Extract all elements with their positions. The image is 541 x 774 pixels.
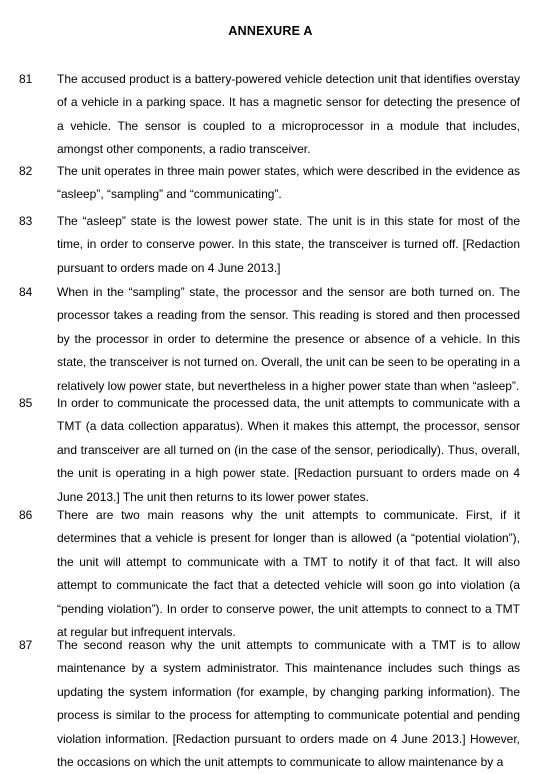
paragraph-number: 81	[19, 72, 33, 86]
annexure-heading: ANNEXURE A	[228, 24, 313, 38]
paragraph-text: The second reason why the unit attempts to communicate with a TMT is to allow maintenance by a system administrator. This maintenance includes such things as updating the system information (for example, by changing parking information). The process is similar to the process for attempting to communicate potential and pending violation information. [Redaction pursuant to orders made on 4 June 2013.] However, the occasions on which the unit attempts to communicate to allow maintenance by a	[57, 638, 520, 770]
paragraph-text: When in the “sampling” state, the processor and the sensor are both turned on. The processor takes a reading from the sensor. This reading is stored and then processed by the processor in order to determine the presence or absence of a vehicle. In this state, the transceiver is not turned on. Overall, the unit can be seen to be operating in a relatively low power state, but nevertheless in a higher power state than when “asleep”.	[57, 285, 520, 393]
paragraph-text: There are two main reasons why the unit attempts to communicate. First, if it determines that a vehicle is present for longer than is allowed (a “potential violation”), the unit will attempt to communicate with a TMT to notify it of that fact. It will also attempt to communicate the fact that a detected vehicle will soon go into violation (a “pending violation”). In order to conserve power, the unit attempts to connect to a TMT at regular but infrequent intervals.	[57, 508, 520, 640]
paragraph-text: In order to communicate the processed data, the unit attempts to communicate with a TMT (a data collection apparatus). When it makes this attempt, the processor, sensor and transceiver are all turned on (in the case of the sensor, periodically). Thus, overall, the unit is operating in a high power state. [Redaction pursuant to orders made on 4 June 2013.] The unit then returns to its lower power states.	[57, 396, 520, 504]
paragraph-number: 84	[19, 285, 33, 299]
paragraph-text: The “asleep” state is the lowest power state. The unit is in this state for most of the time, in order to conserve power. In this state, the transceiver is turned off. [Redaction pursuant to orders made on 4 June 2013.]	[57, 214, 520, 275]
paragraph-text: The accused product is a battery-powered vehicle detection unit that identifies overstay of a vehicle in a parking space. It has a magnetic sensor for detecting the presence of a vehicle. The sensor is coupled to a microprocessor in a module that includes, amongst other components, a radio transceiver.	[57, 72, 520, 157]
paragraph-number: 82	[19, 164, 33, 178]
paragraph-number: 87	[19, 638, 33, 652]
paragraph-number: 83	[19, 214, 33, 228]
paragraph-number: 85	[19, 396, 33, 410]
paragraph-text: The unit operates in three main power states, which were described in the evidence as “asleep”, “sampling” and “communicating”.	[57, 164, 520, 202]
paragraph-number: 86	[19, 508, 33, 522]
